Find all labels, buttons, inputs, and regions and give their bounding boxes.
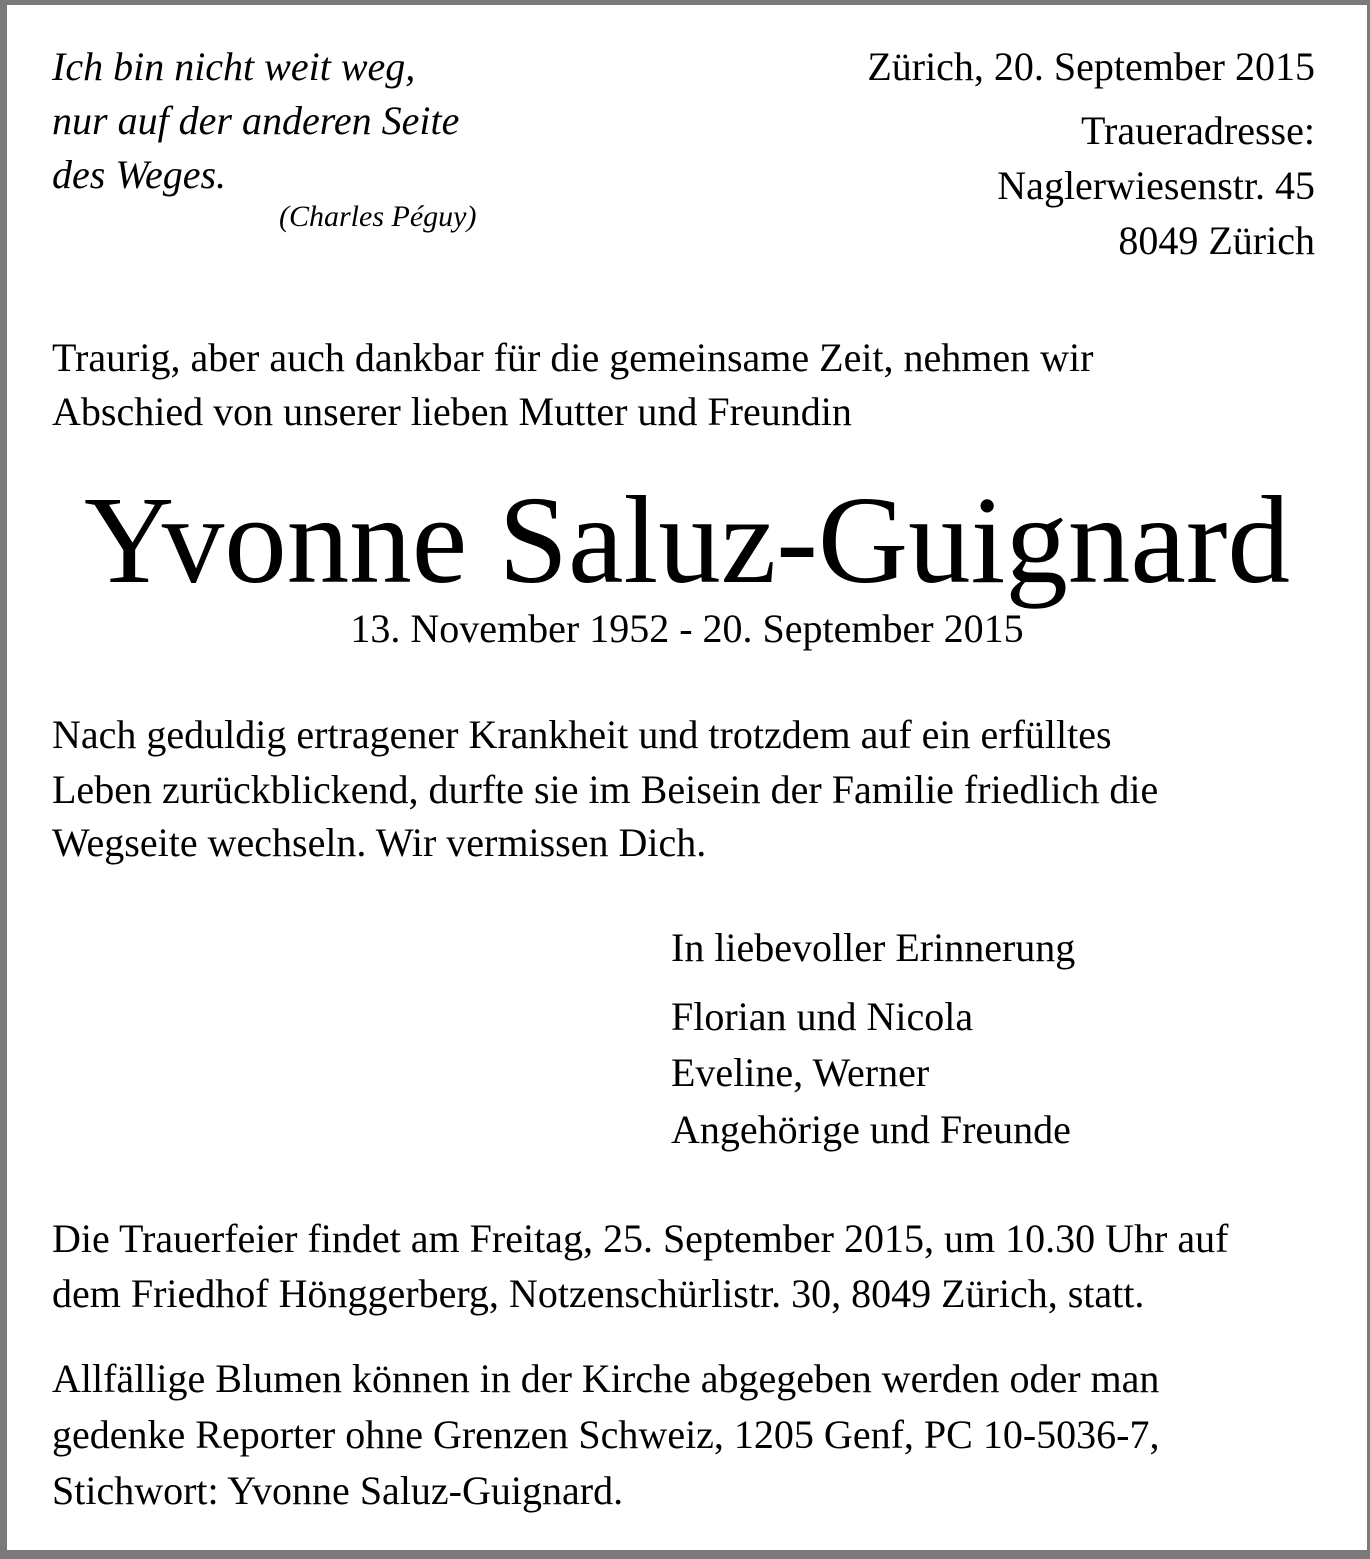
place-date: Zürich, 20. September 2015 [867,44,1315,89]
quote-line: Ich bin nicht weit weg, [52,44,416,89]
mourner-name: Florian und Nicola [671,994,974,1039]
intro-line: Traurig, aber auch dankbar für die gemeinsame Zeit, nehmen wir [52,335,1094,380]
mourner-name: Angehörige und Freunde [671,1107,1071,1152]
message-line: Nach geduldig ertragener Krankheit und trotzdem auf ein erfülltes [52,712,1112,757]
ceremony-line: dem Friedhof Hönggerberg, Notzenschürlistr. 30, 8049 Zürich, statt. [52,1271,1145,1316]
message-line: Leben zurückblickend, durfte sie im Beisein der Familie friedlich die [52,767,1159,812]
ceremony-line: Die Trauerfeier findet am Freitag, 25. September 2015, um 10.30 Uhr auf [52,1216,1229,1261]
deceased-name: Yvonne Saluz-Guignard [84,472,1290,610]
mourners-heading: In liebevoller Erinnerung [671,925,1076,970]
obituary-notice [7,5,1367,1550]
donation-line: Stichwort: Yvonne Saluz-Guignard. [52,1468,624,1513]
quote-line: des Weges. [52,152,227,197]
quote-line: nur auf der anderen Seite [52,98,460,143]
message-line: Wegseite wechseln. Wir vermissen Dich. [52,820,707,865]
donation-line: gedenke Reporter ohne Grenzen Schweiz, 1205 Genf, PC 10-5036-7, [52,1412,1160,1457]
life-dates: 13. November 1952 - 20. September 2015 [350,606,1024,651]
quote-author: (Charles Péguy) [279,200,477,233]
address-city: 8049 Zürich [1118,218,1315,263]
intro-line: Abschied von unserer lieben Mutter und Freundin [52,389,852,434]
mourner-name: Eveline, Werner [671,1050,930,1095]
address-label: Traueradresse: [1080,108,1315,153]
address-street: Naglerwiesenstr. 45 [997,163,1315,208]
donation-line: Allfällige Blumen können in der Kirche abgegeben werden oder man [52,1356,1160,1401]
